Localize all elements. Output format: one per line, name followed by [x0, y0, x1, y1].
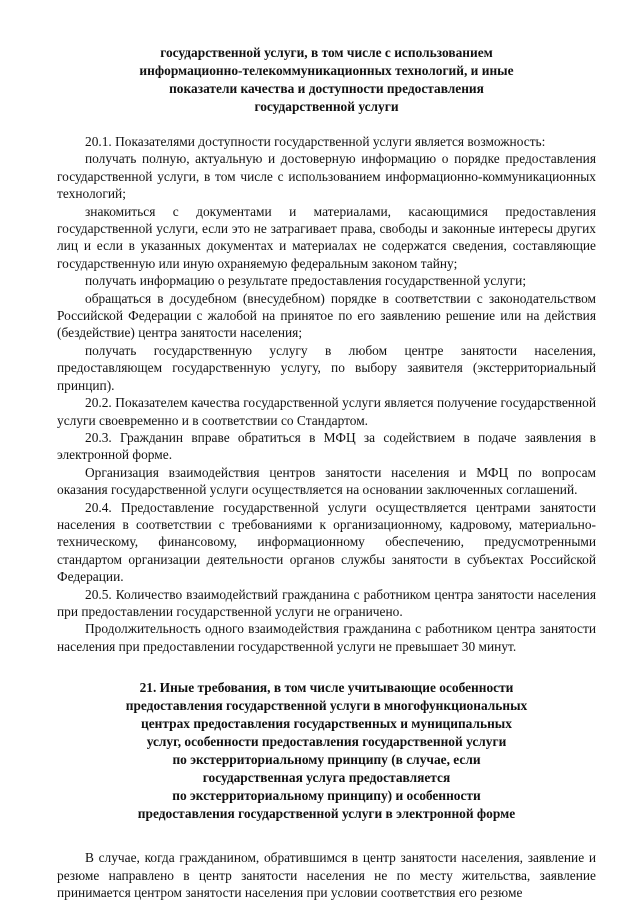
paragraph-mfc-cooperation: Организация взаимодействия центров занятости населения и МФЦ по вопросам оказания государственной услуги осуществляется на основании заключенных соглашений. [57, 464, 596, 498]
heading-line: государственной услуги, в том числе с использованием [160, 45, 493, 60]
list-item-review-documents: знакомиться с документами и материалами, касающимися предоставления государственной услуги, если это не затрагивает права, свободы и законные интересы других лиц и если в указанных документах и материалах не содержатся сведения, составляющие государственную или иную охраняемую федеральным законом тайну; [57, 203, 596, 271]
heading-line: центрах предоставления государственных и муниципальных [141, 716, 512, 732]
section-20-body [57, 133, 596, 655]
section-heading-20 [57, 44, 596, 116]
paragraph-duration: Продолжительность одного взаимодействия гражданина с работником центра занятости населения при предоставлении государственной услуги не превышает 30 минут. [57, 621, 596, 654]
paragraph-20-1: 20.1. Показателями доступности государственной услуги является возможность: [85, 134, 546, 149]
section-heading-21 [57, 679, 596, 823]
heading-line: по экстерриториальному принципу) и особенности [172, 788, 481, 804]
paragraph-20-5: 20.5. Количество взаимодействий гражданина с работником центра занятости населения при предоставлении государственной услуги не ограничено. [57, 586, 596, 619]
paragraph-20-4: 20.4. Предоставление государственной услуги осуществляется центрами занятости населения в соответствии с требованиями к организационному, кадровому, материально-техническому, финансовому, информационному обеспечению, предусмотренными стандартом организации деятельности органов службы занятости в субъектах Российской Федерации. [57, 499, 596, 585]
heading-line: предоставления государственной услуги в электронной форме [137, 806, 516, 822]
list-item-extraterritorial: получать государственную услугу в любом центре занятости населения, предоставляющем государственную услугу, по выбору заявителя (экстерриториальный принцип). [57, 342, 596, 393]
list-item-get-information: получать полную, актуальную и достоверную информацию о порядке предоставления государственной услуги, в том числе с использованием информационно-коммуникационных технологий; [57, 151, 596, 202]
list-item-appeal: обращаться в досудебном (внесудебном) порядке в соответствии с законодательством Российской Федерации с жалобой на принятое по его заявлению решение или на действия (бездействие) центра занятости населения; [57, 290, 596, 341]
paragraph-20-2: 20.2. Показателем качества государственной услуги является получение государственной услуги своевременно и в соответствии со Стандартом. [57, 395, 596, 428]
heading-line: предоставления государственной услуги в многофункциональных [125, 698, 528, 714]
list-item-get-result-info: получать информацию о результате предоставления государственной услуги; [85, 273, 527, 289]
heading-line: по экстерриториальному принципу (в случае, если [172, 752, 481, 768]
paragraph-non-residence: В случае, когда гражданином, обратившимся в центр занятости населения, заявление и резюме направлено в центр занятости населения не по месту жительства, заявление принимается центром занятости населения при условии соответствия его резюме [57, 850, 596, 900]
section-21-body [57, 849, 596, 901]
heading-line: информационно-телекоммуникационных технологий, и иные [139, 63, 514, 78]
paragraph-20-3: 20.3. Гражданин вправе обратиться в МФЦ за содействием в подаче заявления в электронной форме. [57, 429, 596, 463]
heading-line: государственной услуги [254, 99, 399, 114]
heading-line: услуг, особенности предоставления государственной услуги [146, 734, 507, 750]
heading-line: государственная услуга предоставляется [202, 770, 451, 786]
heading-line: 21. Иные требования, в том числе учитывающие особенности [139, 680, 514, 696]
heading-line: показатели качества и доступности предоставления [169, 81, 484, 96]
